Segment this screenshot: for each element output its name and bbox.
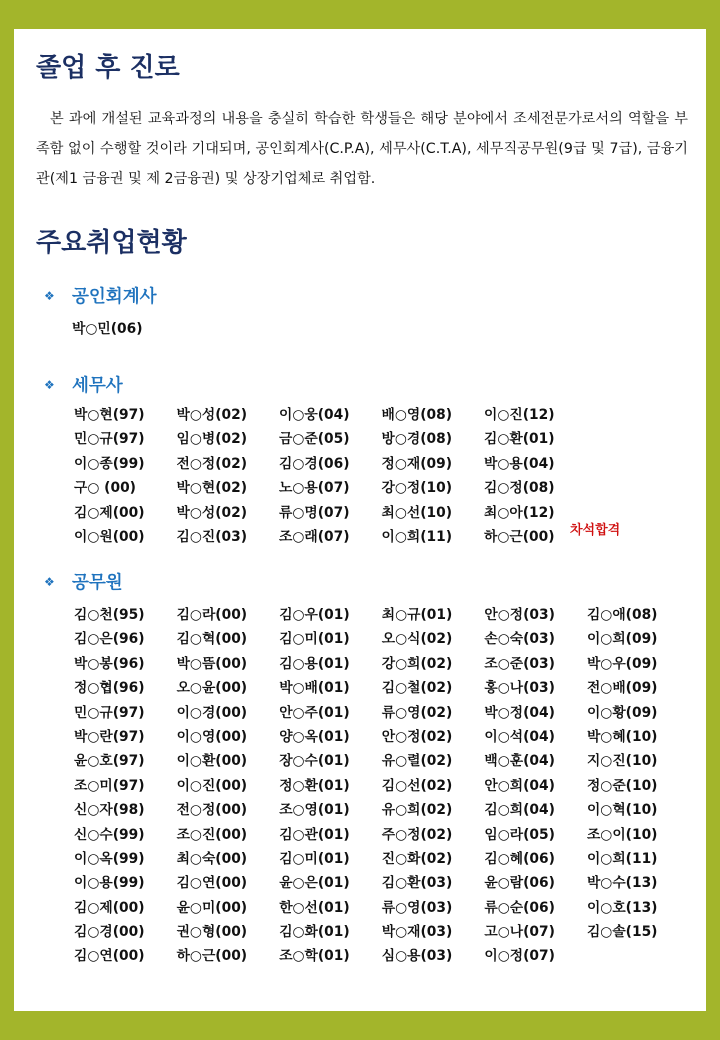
name-entry: 조○준(03) xyxy=(484,655,555,672)
name-entry: 김○미(01) xyxy=(279,631,350,648)
name-entry: 안○정(02) xyxy=(381,728,453,745)
name-entry: 유○렬(02) xyxy=(381,753,453,770)
name-entry: 강○희(02) xyxy=(381,655,453,672)
cpa-name: 박○민(06) xyxy=(72,321,143,337)
name-entry: 이○희(11) xyxy=(381,528,453,545)
name-entry: 하○근(00) xyxy=(176,948,248,965)
name-entry: 류○명(07) xyxy=(279,504,350,521)
name-entry: 노○용(07) xyxy=(279,480,350,497)
name-entry: 김○혁(00) xyxy=(176,631,248,648)
name-entry: 전○배(09) xyxy=(586,680,658,697)
name-entry: 조○영(01) xyxy=(279,802,350,819)
name-entry: 박○혜(10) xyxy=(586,728,658,745)
name-entry: 조○학(01) xyxy=(279,948,350,965)
section-tax-label: 세무사 xyxy=(72,376,123,396)
document-page xyxy=(14,29,706,1011)
name-entry: 김○선(02) xyxy=(381,777,453,794)
name-entry: 이○진(00) xyxy=(176,777,248,794)
name-entry: 양○옥(01) xyxy=(279,728,350,745)
name-entry: 손○숙(03) xyxy=(484,631,555,648)
name-entry: 이○원(00) xyxy=(74,528,145,545)
diamond-bullet-icon: ❖ xyxy=(44,378,55,392)
name-entry: 장○수(01) xyxy=(279,753,350,770)
name-entry: 지○진(10) xyxy=(586,753,658,770)
name-entry: 이○옥(99) xyxy=(74,850,145,867)
name-entry: 이○정(07) xyxy=(484,948,555,965)
name-entry: 박○뜸(00) xyxy=(176,655,248,672)
name-entry: 민○규(97) xyxy=(74,431,145,448)
name-entry: 정○준(10) xyxy=(586,777,658,794)
name-entry: 김○철(02) xyxy=(381,680,453,697)
diamond-bullet-icon: ❖ xyxy=(44,575,55,589)
name-entry: 최○숙(00) xyxy=(176,850,248,867)
name-entry: 김○제(00) xyxy=(74,504,145,521)
name-entry: 민○규(97) xyxy=(74,704,145,721)
name-entry: 조○미(97) xyxy=(74,777,145,794)
name-entry: 류○영(03) xyxy=(381,899,453,916)
name-entry: 박○수(13) xyxy=(586,875,658,892)
name-entry: 김○진(03) xyxy=(176,528,248,545)
name-entry: 박○우(09) xyxy=(586,655,658,672)
name-entry: 박○현(97) xyxy=(74,407,145,423)
name-entry: 한○선(01) xyxy=(279,899,350,916)
name-entry: 김○솔(15) xyxy=(586,924,658,941)
name-entry: 윤○은(01) xyxy=(279,875,350,892)
name-entry: 김○라(00) xyxy=(176,607,248,623)
name-entry: 정○협(96) xyxy=(74,680,145,697)
name-entry: 박○정(04) xyxy=(484,704,555,721)
name-entry: 진○화(02) xyxy=(381,850,453,867)
name-entry: 박○란(97) xyxy=(74,728,145,745)
name-entry: 이○종(99) xyxy=(74,455,145,472)
name-entry: 이○영(00) xyxy=(176,728,248,745)
name-entry: 조○이(10) xyxy=(586,826,658,843)
name-entry: 전○정(02) xyxy=(176,455,248,472)
section-civil-title xyxy=(44,569,123,594)
tax-name-grid xyxy=(74,403,587,549)
intro-paragraph: 본 과에 개설된 교육과정의 내용을 충실히 학습한 학생들은 해당 분야에서 조세전문가로서의 역할을 부족함 없이 수행할 것이라 기대되며, 공인회계사(C.P.A), 세무사(C.T.A), 세무직공무원(9급 및 7급), 금융기관(제1 금융권 및 제 2금융권) 및 상장기업체로 취업함. xyxy=(36,111,688,187)
section-cpa-title xyxy=(44,283,157,308)
name-entry: 이○호(13) xyxy=(586,899,658,916)
name-entry: 최○규(01) xyxy=(381,607,453,623)
name-entry: 박○배(01) xyxy=(279,680,350,697)
name-entry: 김○정(08) xyxy=(484,480,555,497)
name-entry: 김○연(00) xyxy=(176,875,248,892)
name-entry: 박○재(03) xyxy=(381,924,453,941)
name-entry: 박○용(04) xyxy=(484,455,555,472)
section-civil-label: 공무원 xyxy=(72,573,123,593)
name-entry: 최○선(10) xyxy=(381,504,453,521)
name-entry: 안○정(03) xyxy=(484,607,555,623)
section-cpa-label: 공인회계사 xyxy=(72,287,157,307)
name-entry: 김○천(95) xyxy=(74,607,145,623)
name-entry: 박○성(02) xyxy=(176,407,248,423)
name-entry: 하○근(00) xyxy=(484,528,555,545)
name-entry: 이○웅(04) xyxy=(279,407,350,423)
name-entry: 안○희(04) xyxy=(484,777,555,794)
name-entry: 임○라(05) xyxy=(484,826,555,843)
name-entry: 류○순(06) xyxy=(484,899,555,916)
name-entry: 유○희(02) xyxy=(381,802,453,819)
name-entry: 김○은(96) xyxy=(74,631,145,648)
name-entry: 김○경(06) xyxy=(279,455,350,472)
name-entry: 김○환(01) xyxy=(484,431,555,448)
name-entry: 오○윤(00) xyxy=(176,680,248,697)
name-entry: 방○경(08) xyxy=(381,431,453,448)
name-entry: 김○경(00) xyxy=(74,924,145,941)
name-entry: 최○아(12) xyxy=(484,504,555,521)
name-entry: 구○ (00) xyxy=(74,480,136,497)
name-entry: 고○나(07) xyxy=(484,924,555,941)
name-entry: 김○애(08) xyxy=(586,607,658,623)
name-entry: 김○미(01) xyxy=(279,850,350,867)
runner-up-note: 차석합격 xyxy=(570,523,621,538)
name-entry: 이○혁(10) xyxy=(586,802,658,819)
name-entry: 박○현(02) xyxy=(176,480,248,497)
name-entry: 백○훈(04) xyxy=(484,753,555,770)
name-entry: 윤○람(06) xyxy=(484,875,555,892)
name-entry: 이○환(00) xyxy=(176,753,248,770)
name-entry: 이○희(11) xyxy=(586,850,658,867)
name-entry: 임○병(02) xyxy=(176,431,248,448)
name-entry: 신○자(98) xyxy=(74,802,145,819)
name-entry: 류○영(02) xyxy=(381,704,453,721)
name-entry: 김○우(01) xyxy=(279,607,350,623)
name-entry: 강○정(10) xyxy=(381,480,453,497)
name-entry: 조○래(07) xyxy=(279,528,350,545)
section-tax-title xyxy=(44,372,123,397)
name-entry: 이○희(09) xyxy=(586,631,658,648)
name-entry: 조○진(00) xyxy=(176,826,248,843)
name-entry: 윤○호(97) xyxy=(74,753,145,770)
name-entry: 안○주(01) xyxy=(279,704,350,721)
name-entry: 김○관(01) xyxy=(279,826,350,843)
name-entry: 정○환(01) xyxy=(279,777,350,794)
name-entry: 김○혜(06) xyxy=(484,850,555,867)
name-entry: 권○형(00) xyxy=(176,924,248,941)
name-entry: 주○정(02) xyxy=(381,826,453,843)
name-entry: 이○경(00) xyxy=(176,704,248,721)
name-entry: 박○성(02) xyxy=(176,504,248,521)
heading-employment: 주요취업현황 xyxy=(36,228,187,258)
name-entry: 윤○미(00) xyxy=(176,899,248,916)
name-entry: 정○재(09) xyxy=(381,455,453,472)
name-entry: 홍○나(03) xyxy=(484,680,555,697)
name-entry: 박○봉(96) xyxy=(74,655,145,672)
name-entry: 김○용(01) xyxy=(279,655,350,672)
name-entry: 전○정(00) xyxy=(176,802,248,819)
name-entry: 금○준(05) xyxy=(279,431,350,448)
name-entry: 김○연(00) xyxy=(74,948,145,965)
name-entry: 이○석(04) xyxy=(484,728,555,745)
name-entry: 이○황(09) xyxy=(586,704,658,721)
name-entry: 이○용(99) xyxy=(74,875,145,892)
name-entry: 김○희(04) xyxy=(484,802,555,819)
civil-name-grid xyxy=(74,603,690,969)
heading-career: 졸업 후 진로 xyxy=(36,53,180,83)
name-entry: 심○용(03) xyxy=(381,948,453,965)
name-entry: 배○영(08) xyxy=(381,407,453,423)
name-entry: 김○제(00) xyxy=(74,899,145,916)
name-entry: 이○진(12) xyxy=(484,407,555,423)
name-entry: 김○환(03) xyxy=(381,875,453,892)
name-entry: 김○화(01) xyxy=(279,924,350,941)
name-entry: 신○수(99) xyxy=(74,826,145,843)
name-entry: 오○식(02) xyxy=(381,631,453,648)
diamond-bullet-icon: ❖ xyxy=(44,289,55,303)
